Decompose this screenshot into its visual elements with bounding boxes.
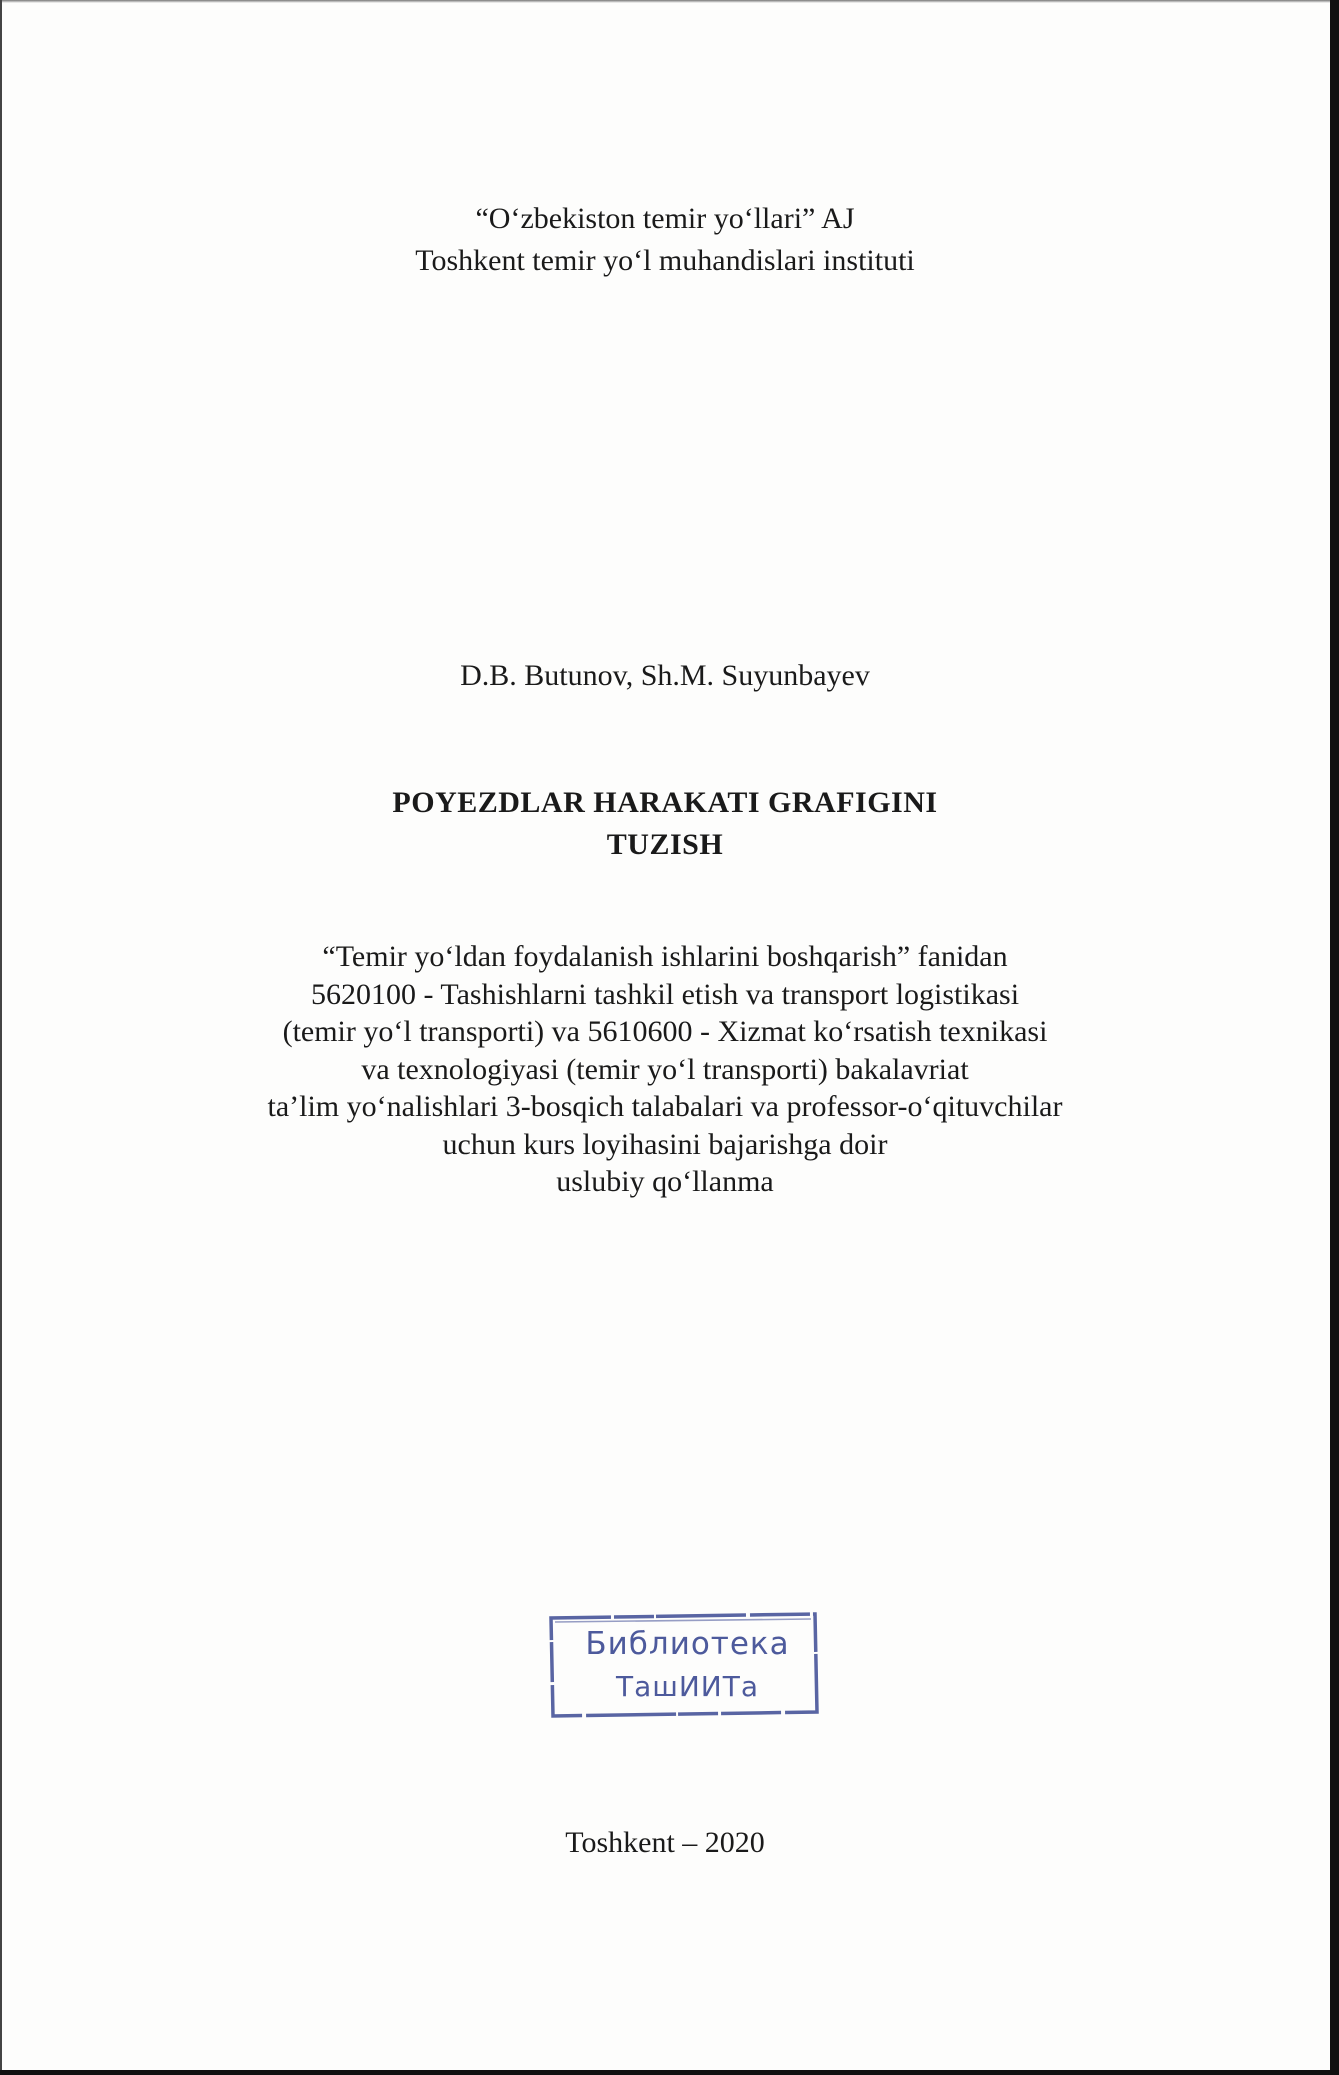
description-line: uchun kurs loyihasini bajarishga doir [442, 1127, 888, 1161]
organization-header [0, 198, 1330, 282]
library-stamp [545, 1608, 822, 1722]
document-title [0, 782, 1330, 866]
scan-edge-top [0, 0, 1339, 3]
description-line: (temir yo‘l transporti) va 5610600 - Xizmat ko‘rsatish texnikasi [282, 1015, 1048, 1048]
description-line: ta’lim yo‘nalishlari 3-bosqich talabalari va professor-o‘qituvchilar [267, 1090, 1063, 1123]
description-line: 5620100 - Tashishlarni tashkil etish va transport logistikasi [310, 977, 1020, 1011]
organization-name: “O‘zbekiston temir yo‘llari” AJ [475, 202, 855, 235]
description-line: “Temir yo‘ldan foydalanish ishlarini boshqarish” fanidan [322, 940, 1008, 973]
city-and-year: Toshkent – 2020 [565, 1826, 765, 1859]
institute-name: Toshkent temir yo‘l muhandislari instituti [415, 244, 915, 277]
description-line: uslubiy qo‘llanma [556, 1165, 774, 1198]
title-line-2: TUZISH [606, 828, 724, 861]
stamp-text-library: Библиотека [585, 1626, 790, 1662]
scan-edge-right [1330, 0, 1339, 2075]
stamp-text-institute: ТашИИТа [615, 1670, 760, 1703]
authors: D.B. Butunov, Sh.M. Suyunbayev [460, 659, 870, 692]
document-description [0, 938, 1330, 1201]
description-line: va texnologiyasi (temir yo‘l transporti) bakalavriat [361, 1052, 969, 1086]
scan-edge-bottom [0, 2070, 1339, 2075]
title-line-1: POYEZDLAR HARAKATI GRAFIGINI [392, 786, 938, 819]
